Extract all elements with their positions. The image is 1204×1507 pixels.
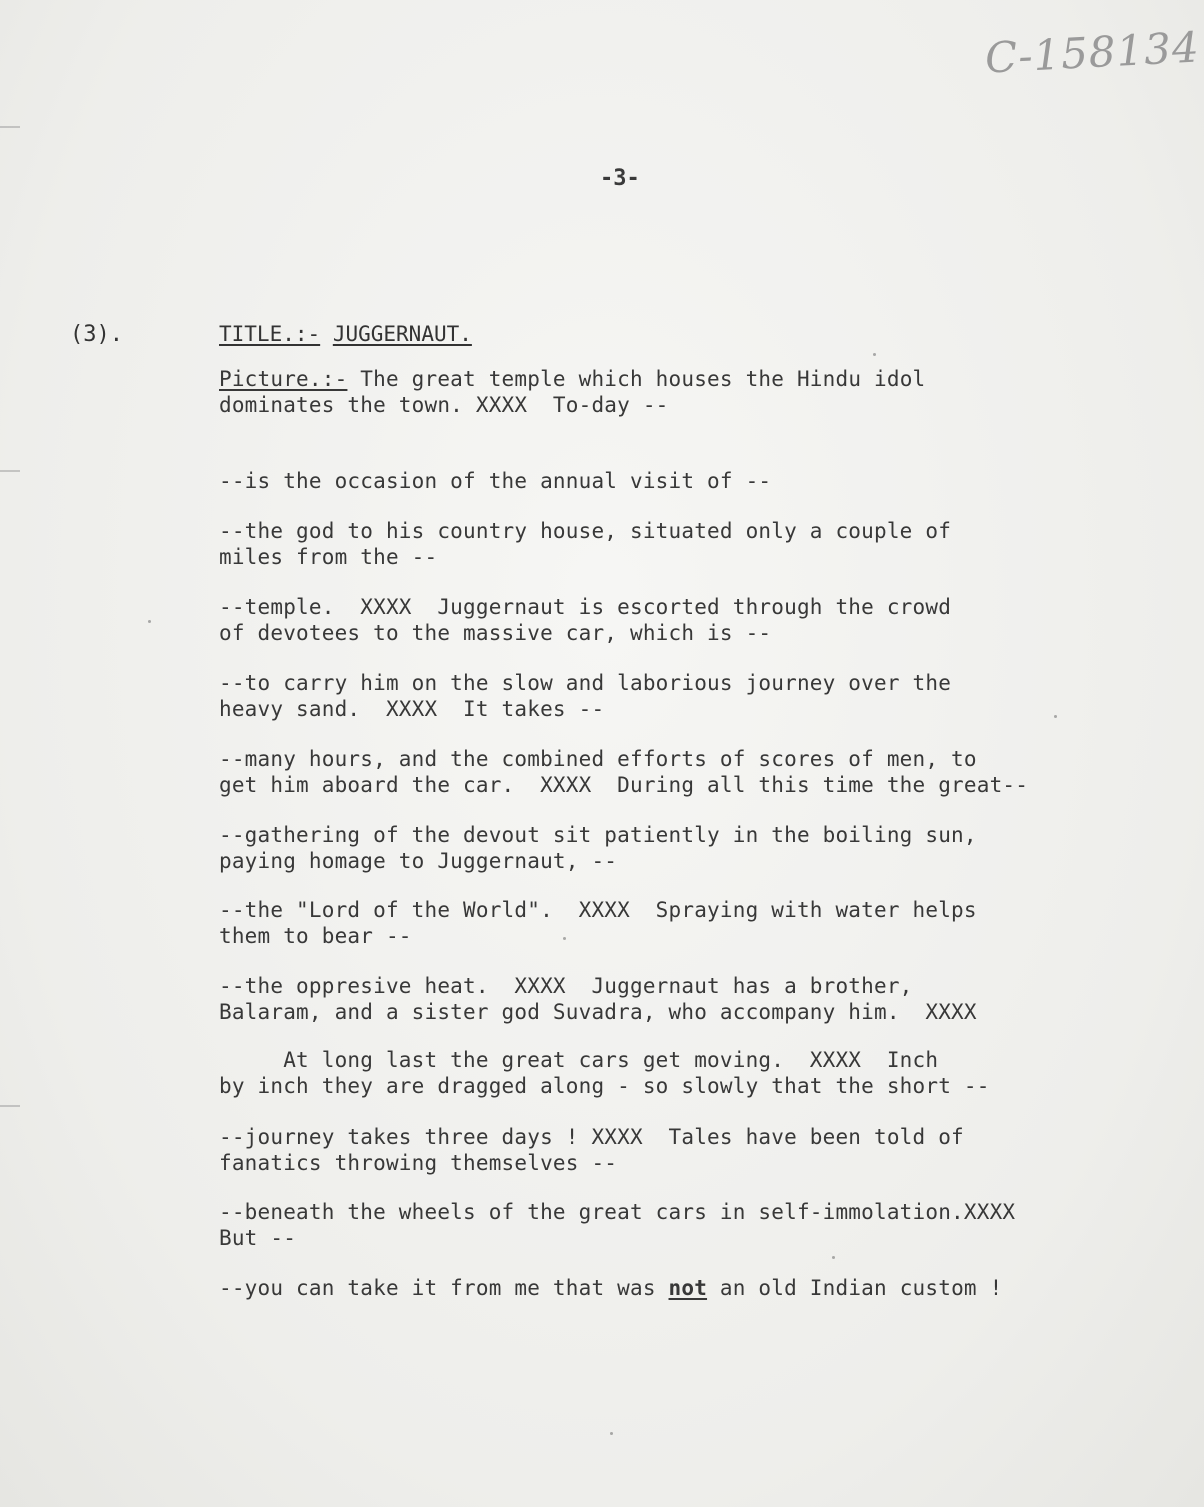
paragraph-13-line-1-post: an old Indian custom ! <box>707 1276 1003 1300</box>
section-number: (3). <box>70 322 123 347</box>
handwritten-reference-number: C-158134 <box>983 22 1201 83</box>
paragraph-7-line-2: paying homage to Juggernaut, -- <box>219 849 618 873</box>
paragraph-4 <box>219 594 951 646</box>
paragraph-10-line-2: by inch they are dragged along - so slowly that the short -- <box>219 1074 990 1098</box>
paragraph-9-line-1: --the oppresive heat. XXXX Juggernaut has a brother, <box>219 974 913 998</box>
paragraph-12-line-1: --beneath the wheels of the great cars in self-immolation.XXXX <box>219 1200 1016 1224</box>
paragraph-9 <box>219 973 977 1025</box>
paper-speck <box>563 937 566 940</box>
paragraph-6-line-2: get him aboard the car. XXXX During all this time the great-- <box>219 773 1029 797</box>
paragraph-6 <box>219 746 1028 798</box>
paragraph-13-emphasis: not <box>668 1276 708 1300</box>
paragraph-1 <box>219 366 925 418</box>
edge-mark <box>0 1105 20 1107</box>
paragraph-3-line-1: --the god to his country house, situated only a couple of <box>219 519 952 543</box>
paragraph-11 <box>219 1124 964 1176</box>
paragraph-11-line-2: fanatics throwing themselves -- <box>219 1151 618 1175</box>
paragraph-5-line-1: --to carry him on the slow and laborious journey over the <box>219 671 952 695</box>
edge-mark <box>0 470 20 472</box>
paragraph-8 <box>219 897 977 949</box>
paper-speck <box>873 353 876 356</box>
paragraph-2-line-1: --is the occasion of the annual visit of -- <box>219 469 772 493</box>
paragraph-12 <box>219 1199 1015 1251</box>
paragraph-3 <box>219 518 951 570</box>
paragraph-9-line-2: Balaram, and a sister god Suvadra, who accompany him. XXXX <box>219 1000 977 1024</box>
paragraph-10-line-1: At long last the great cars get moving. XXXX Inch <box>219 1048 939 1072</box>
paragraph-10 <box>219 1047 990 1099</box>
paragraph-13-line-1-pre: --you can take it from me that was <box>219 1276 669 1300</box>
paragraph-7 <box>219 822 977 874</box>
paragraph-13 <box>219 1275 1002 1301</box>
paragraph-6-line-1: --many hours, and the combined efforts of scores of men, to <box>219 747 977 771</box>
title-text: JUGGERNAUT. <box>332 322 472 346</box>
paragraph-4-line-1: --temple. XXXX Juggernaut is escorted through the crowd <box>219 595 952 619</box>
section-title <box>219 322 472 346</box>
paragraph-5 <box>219 670 951 722</box>
paragraph-5-line-2: heavy sand. XXXX It takes -- <box>219 697 605 721</box>
paragraph-7-line-1: --gathering of the devout sit patiently in the boiling sun, <box>219 823 977 847</box>
paragraph-1-line-2: dominates the town. XXXX To-day -- <box>219 393 669 417</box>
paragraph-8-line-2: them to bear -- <box>219 924 412 948</box>
title-label: TITLE.:- <box>219 322 321 346</box>
paragraph-4-line-2: of devotees to the massive car, which is -- <box>219 621 772 645</box>
paper-speck <box>148 620 151 623</box>
paragraph-1-line-1: The great temple which houses the Hindu idol <box>347 367 926 391</box>
paragraph-8-line-1: --the "Lord of the World". XXXX Spraying with water helps <box>219 898 977 922</box>
paper-speck <box>610 1432 613 1435</box>
edge-mark <box>0 126 20 128</box>
paragraph-2 <box>219 468 771 494</box>
paragraph-12-line-2: But -- <box>219 1226 297 1250</box>
paragraph-11-line-1: --journey takes three days ! XXXX Tales have been told of <box>219 1125 964 1149</box>
page-number: -3- <box>600 166 640 191</box>
picture-label: Picture.:- <box>219 367 348 391</box>
paragraph-3-line-2: miles from the -- <box>219 545 438 569</box>
paper-speck <box>1054 715 1057 718</box>
paper-speck <box>832 1256 835 1259</box>
